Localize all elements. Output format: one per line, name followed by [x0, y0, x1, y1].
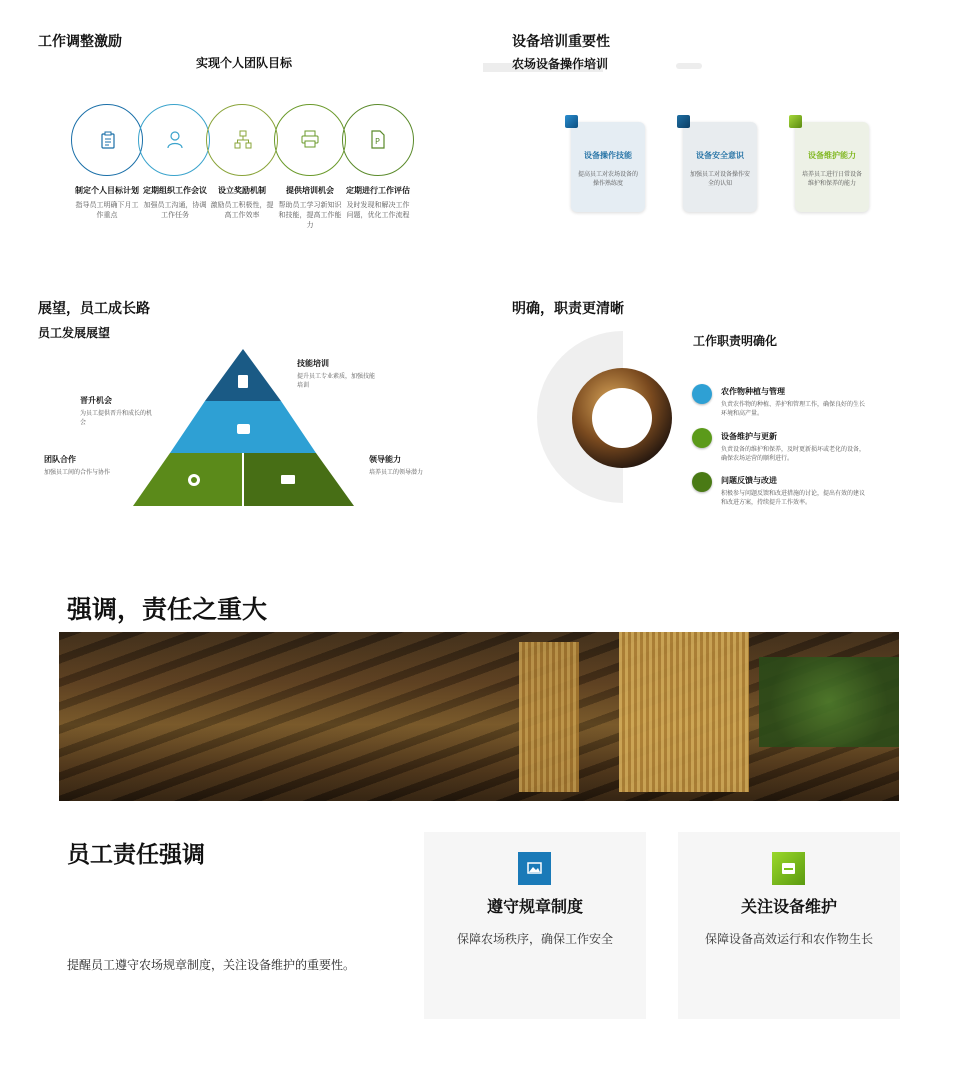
- card-safety-awareness: [683, 122, 757, 212]
- pyramid-bottom-left: [133, 453, 242, 506]
- slide1-subtitle: 实现个人团队目标: [196, 56, 293, 70]
- card2-title: 设备安全意识: [696, 151, 744, 160]
- duty-3-icon: [692, 472, 712, 492]
- duty-2-label: 设备维护与更新: [721, 432, 777, 441]
- slide-clear-duties: [480, 280, 960, 540]
- card1-desc: 提高员工对农场设备的操作熟练度: [577, 171, 638, 187]
- card2-desc: 加强员工对设备操作安全的认知: [689, 171, 750, 187]
- item-1-desc: 指导员工明确下月工作重点: [75, 201, 139, 219]
- village-photo: [59, 632, 899, 801]
- p4-desc: 培养员工的领导潜力: [369, 469, 424, 476]
- slide-equipment-training: [480, 0, 960, 280]
- slide-growth-path: [0, 280, 480, 540]
- card-equipment-care: [678, 832, 900, 1019]
- card-follow-rules-desc: 保障农场秩序，确保工作安全: [456, 932, 613, 946]
- slide2-subtitle: 农场设备操作培训: [512, 57, 609, 71]
- duty-1: [721, 386, 866, 418]
- item-2: [141, 185, 209, 220]
- item-3-label: 设立奖励机制: [218, 186, 266, 195]
- item-1-label: 制定个人目标计划: [75, 186, 139, 195]
- card1-title: 设备操作技能: [584, 151, 632, 160]
- item-5-label: 定期进行工作评估: [346, 186, 410, 195]
- user-icon: [166, 130, 184, 149]
- card2-square-icon: [677, 115, 690, 128]
- duty-2: [721, 431, 866, 463]
- slide4-title: 明确，职责更清晰: [512, 301, 624, 317]
- card3-square-icon: [789, 115, 802, 128]
- inbox-icon: [772, 852, 805, 885]
- card-maintenance: [795, 122, 869, 212]
- duty-3: [721, 475, 866, 507]
- photo-ring-hole: [592, 388, 652, 448]
- item-1: [73, 185, 141, 220]
- pyramid-item-3: [44, 454, 134, 477]
- slide6-title: 员工责任强调: [67, 842, 205, 868]
- image-icon: [518, 852, 551, 885]
- duty-1-icon: [692, 384, 712, 404]
- document-p-icon: [370, 130, 386, 149]
- deco-bar: [676, 63, 702, 69]
- pyramid-item-1: [297, 358, 377, 390]
- duty-1-desc: 负责农作物的种植、养护和管理工作，确保良好的生长环境和高产量。: [721, 401, 866, 417]
- item-5: [344, 185, 412, 220]
- p1-desc: 提升员工专业素质，加强技能培训: [297, 373, 376, 389]
- item-5-desc: 及时发现和解决工作问题，优化工作流程: [346, 201, 410, 219]
- p2-label: 晋升机会: [80, 396, 112, 405]
- slide-responsibility-banner: [0, 560, 960, 820]
- duty-2-desc: 负责设备的维护和保养，及时更新损坏或老化的设备，确保农场运营的顺利进行。: [721, 446, 866, 462]
- item-3: [208, 185, 276, 220]
- slide4-subtitle: 工作职责明确化: [693, 334, 778, 348]
- duty-2-icon: [692, 428, 712, 448]
- pyramid-item-4: [369, 454, 449, 477]
- card-follow-rules: [424, 832, 646, 1019]
- card1-square-icon: [565, 115, 578, 128]
- slide5-title: 强调，责任之重大: [67, 595, 268, 624]
- slide2-title: 设备培训重要性: [512, 34, 610, 50]
- card-equipment-care-title: 关注设备维护: [740, 897, 837, 916]
- card3-desc: 培养员工进行日常设备维护和保养的能力: [801, 171, 862, 187]
- printer-icon: [301, 130, 319, 148]
- slide-work-incentive: [0, 0, 480, 280]
- item-3-desc: 激励员工积极性，提高工作效率: [210, 201, 274, 219]
- slide-employee-responsibility: [0, 820, 960, 1084]
- card-equipment-care-desc: 保障设备高效运行和农作物生长: [704, 932, 873, 946]
- p3-label: 团队合作: [44, 455, 76, 464]
- duty-1-label: 农作物种植与管理: [721, 387, 785, 396]
- card-operation-skill: [571, 122, 645, 212]
- item-4: [276, 185, 344, 230]
- p2-desc: 为员工提供晋升和成长的机会: [80, 410, 153, 426]
- org-chart-icon: [234, 130, 252, 149]
- pyramid-item-2: [80, 395, 155, 427]
- pyramid-bottom-right: [244, 453, 354, 506]
- item-2-desc: 加强员工沟通，协调工作任务: [143, 201, 207, 219]
- clipboard-icon: [100, 131, 116, 149]
- p3-desc: 加强员工间的合作与协作: [44, 469, 111, 476]
- p1-label: 技能培训: [297, 359, 329, 368]
- item-4-label: 提供培训机会: [286, 186, 334, 195]
- slide6-desc: 提醒员工遵守农场规章制度，关注设备维护的重要性。: [67, 958, 356, 972]
- svg-text:P: P: [375, 137, 380, 146]
- slide3-title: 展望，员工成长路: [38, 301, 150, 317]
- duty-3-label: 问题反馈与改进: [721, 476, 777, 485]
- p4-label: 领导能力: [369, 455, 401, 464]
- item-2-label: 定期组织工作会议: [143, 186, 207, 195]
- duty-3-desc: 积极参与问题反馈和改进措施的讨论，提出有效的建议和改进方案，持续提升工作效率。: [721, 490, 866, 506]
- slide3-subtitle: 员工发展展望: [38, 326, 111, 340]
- card3-title: 设备维护能力: [808, 151, 856, 160]
- slide1-title: 工作调整激励: [38, 34, 122, 50]
- item-4-desc: 帮助员工学习新知识和技能，提高工作能力: [278, 201, 342, 229]
- card-follow-rules-title: 遵守规章制度: [486, 897, 583, 916]
